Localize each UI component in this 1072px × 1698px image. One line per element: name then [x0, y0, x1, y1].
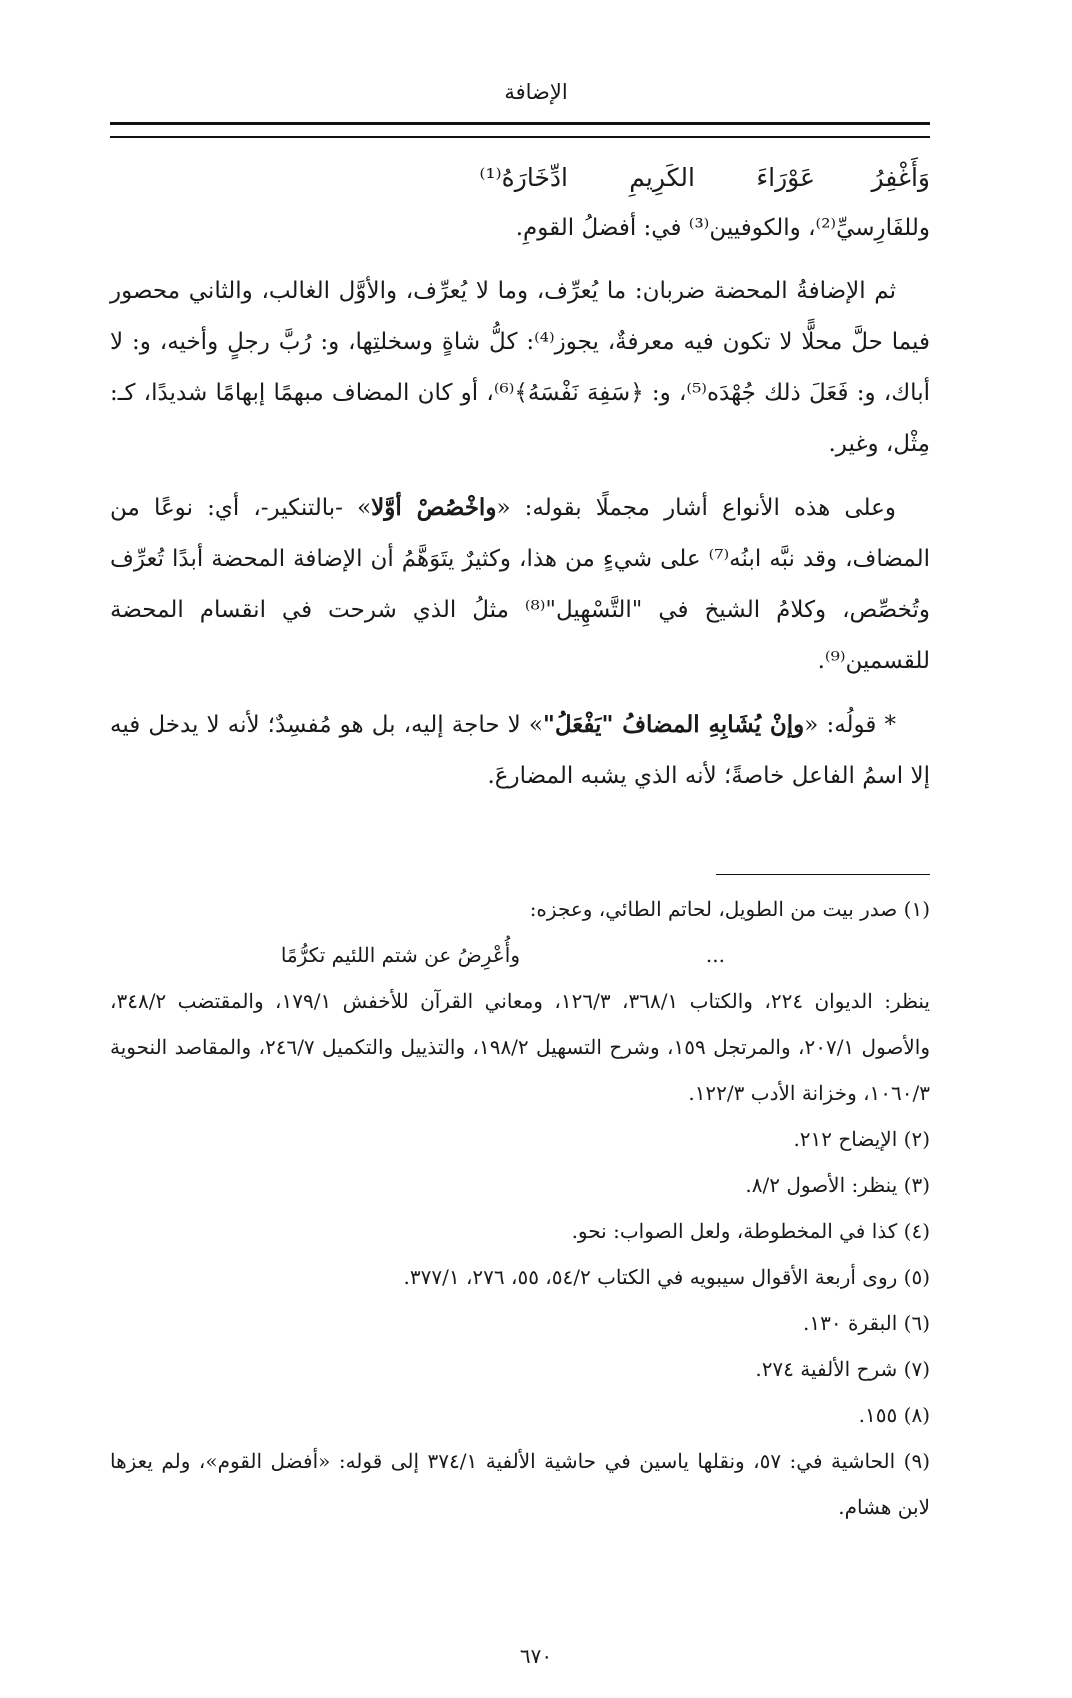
footnote-5: (٥) روى أربعة الأقوال سيبويه في الكتاب ٥٤/٢، ٥٥، ٢٧٦، ٣٧٧/١. [403, 1265, 930, 1289]
line-after-verse: وللفَارِسيِّ⁽²⁾، والكوفيين⁽³⁾ في: أفضلُ القومِ. [515, 215, 930, 241]
verse-word-1: وَأَغْفِرُ [871, 163, 930, 192]
footnotes [110, 886, 930, 1530]
page-number: ٦٧٠ [519, 1644, 553, 1668]
poetry-verse [110, 152, 930, 203]
verse-word-3: الكَرِيمِ [629, 163, 695, 192]
running-title: الإضافة [504, 80, 568, 104]
paragraph-3 [110, 699, 930, 802]
footnote-1-verse [110, 932, 930, 978]
footnote-7: (٧) شرح الألفية ٢٧٤. [755, 1357, 930, 1381]
para-3-lead: * قولُه: « [804, 712, 896, 738]
header-rule-thick [110, 122, 930, 125]
footnote-1-ellipsis: ... [705, 943, 725, 967]
footnote-3: (٣) ينظر: الأصول ٨/٢. [745, 1173, 930, 1197]
footnote-1-intro: (١) صدر بيت من الطويل، لحاتم الطائي، وعجزه: [529, 897, 930, 921]
para-2-lead: وعلى هذه الأنواع أشار مجملًا بقوله: « [496, 495, 896, 521]
footnote-8: (٨) ١٥٥. [858, 1403, 930, 1427]
footnote-1-second-hemistich: وأُعْرِضُ عن شتم اللئيم تكرُّمًا [280, 943, 520, 967]
paragraph-2 [110, 482, 930, 687]
paragraph-1: ثم الإضافةُ المحضة ضربان: ما يُعرِّف، وما لا يُعرِّف، والأوَّل الغالب، والثاني محصور فيما حلَّ محلًّا لا تكون فيه معرفةٌ، يجوز⁽⁴⁾: كلُّ شاةٍ وسخلتِها، و: رُبَّ رجلٍ وأخيه، و: لا أباك، و: فَعَلَ ذلك جُهْدَه⁽⁵⁾، و: ﴿سَفِهَ نَفْسَهُ﴾⁽⁶⁾، أو كان المضاف مبهمًا إبهامًا شديدًا، كـ: مِثْل، وغير. [110, 278, 930, 457]
verse-word-2: عَوْرَاءَ [756, 163, 815, 192]
footnote-separator [716, 874, 930, 875]
footnote-9: (٩) الحاشية في: ٥٧، ونقلها ياسين في حاشية الألفية ٣٧٤/١ إلى قوله: «أفضل القوم»، ولم يعزها لابن هشام. [110, 1449, 930, 1519]
footnote-4: (٤) كذا في المخطوطة، ولعل الصواب: نحو. [571, 1219, 930, 1243]
para-3-quoted-text: وإنْ يُشَابِهِ المضافُ "يَفْعَلُ" [542, 711, 805, 738]
footnote-1-references: ينظر: الديوان ٢٢٤، والكتاب ٣٦٨/١، ١٢٦/٣، ومعاني القرآن للأخفش ١٧٩/١، والمقتضب ٣٤٨/٢، والأصول ٢٠٧/١، والمرتجل ١٥٩، وشرح التسهيل ١٩٨/٢، والتذييل والتكميل ٢٤٦/٧، والمقاصد النحوية ١٠٦٠/٣، وخزانة الأدب ١٢٢/٣. [110, 989, 931, 1105]
footnote-6: (٦) البقرة ١٣٠. [803, 1311, 930, 1335]
para-2-rest: » -بالتنكير-، أي: نوعًا من المضاف، وقد نبَّه ابنُه⁽⁷⁾ على شيءٍ من هذا، وكثيرٌ يتَوَهَّمُ أن الإضافة المحضة أبدًا تُعرِّف وتُخصِّص، وكلامُ الشيخ في "التَّسْهِيل"⁽⁸⁾ مثلُ الذي شرحت في انقسام المحضة للقسمين⁽⁹⁾. [110, 495, 930, 674]
header-rule-thin [110, 136, 930, 138]
para-2-quoted-text: واخْصُصْ أوَّلا [371, 494, 497, 521]
main-text [110, 152, 930, 802]
para-3-rest: » لا حاجة إليه، بل هو مُفسِدٌ؛ لأنه لا يدخل فيه إلا اسمُ الفاعل خاصةً؛ لأنه الذي يشبه المضارعَ. [110, 712, 930, 789]
footnote-2: (٢) الإيضاح ٢١٢. [793, 1127, 930, 1151]
verse-word-4: ادِّخَارَهُ⁽¹⁾ [479, 163, 568, 192]
